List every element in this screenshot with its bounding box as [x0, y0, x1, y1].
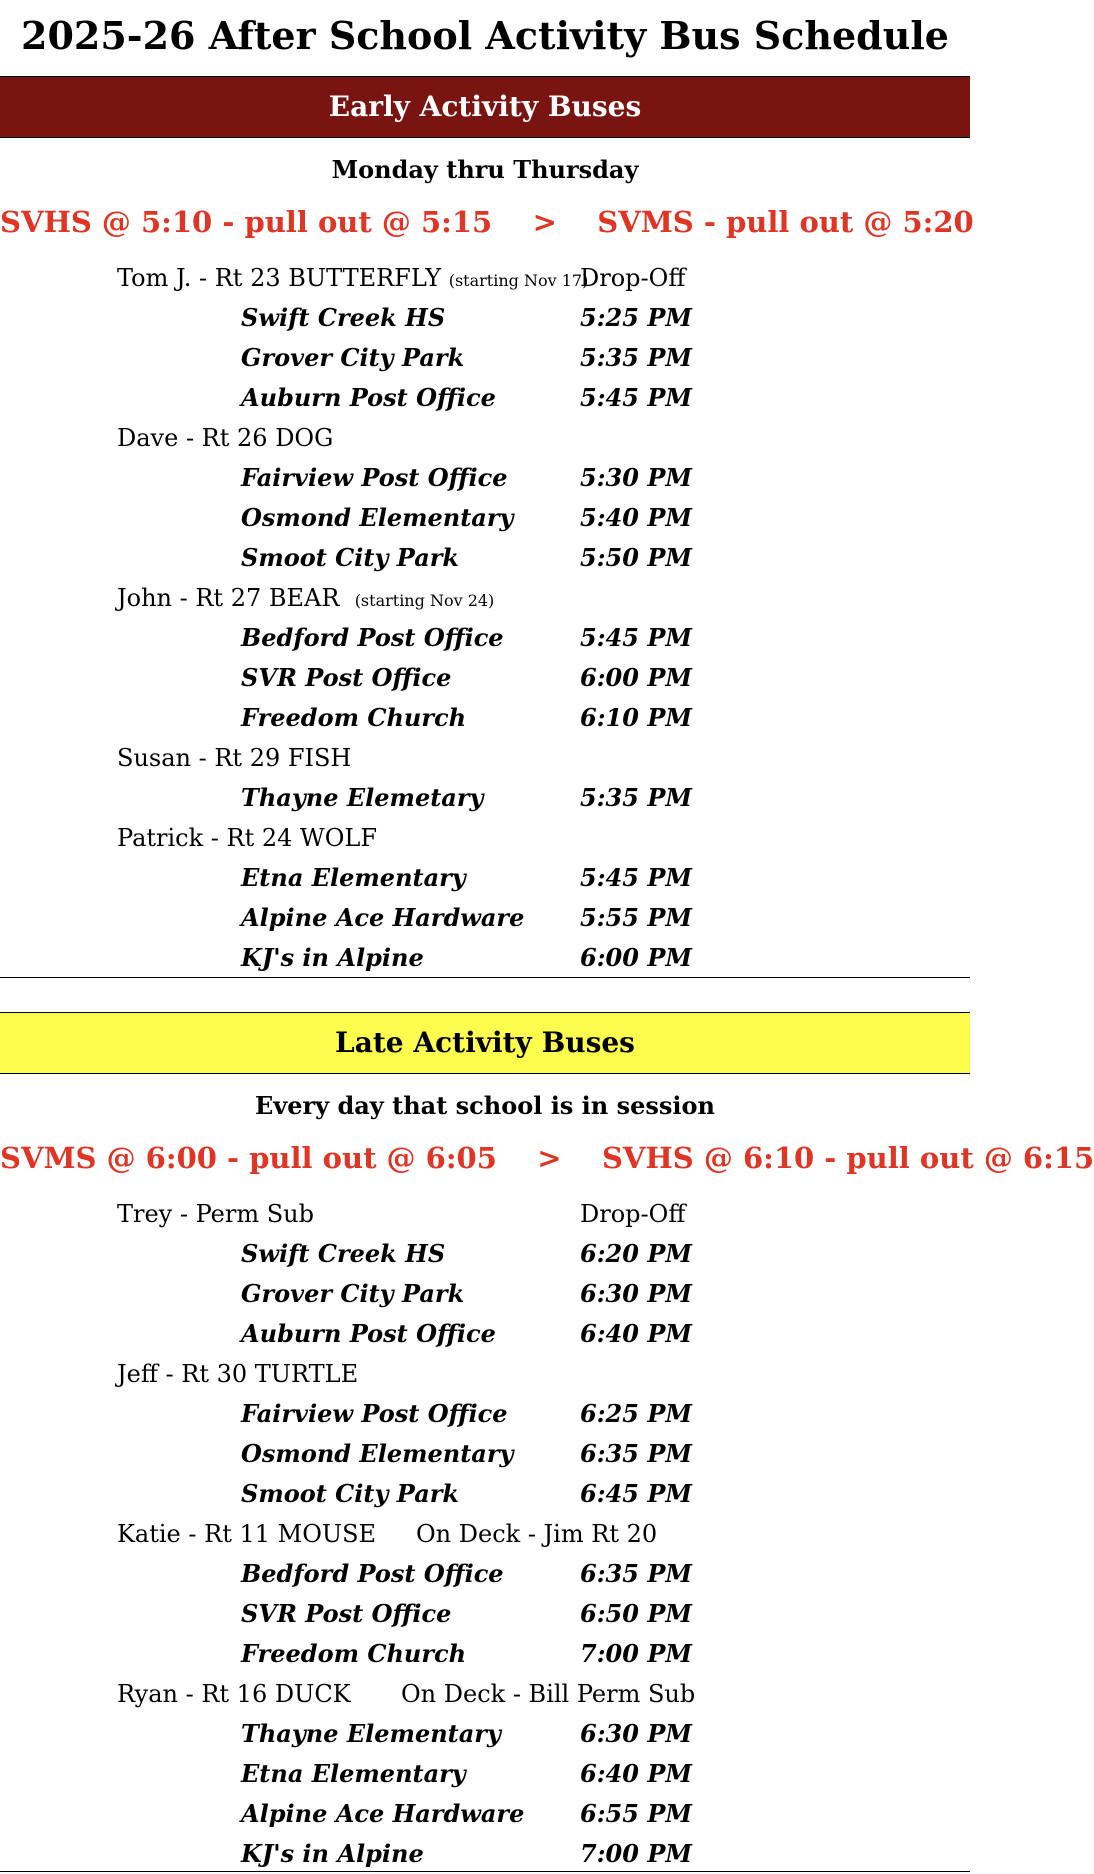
late-activity-header: Late Activity Buses — [0, 1012, 970, 1074]
section-divider — [0, 1871, 970, 1872]
driver-row — [0, 1194, 970, 1234]
stop-row — [0, 458, 970, 498]
driver-name: Patrick - Rt 24 WOLF — [117, 824, 377, 852]
stop-time: 6:20 PM — [580, 1239, 692, 1268]
stop-row — [0, 1274, 970, 1314]
driver-name: Trey - Perm Sub — [117, 1200, 315, 1228]
stop-name: Etna Elementary — [241, 863, 466, 892]
stop-row — [0, 898, 970, 938]
stop-row — [0, 1554, 970, 1594]
late-route-line: SVMS @ 6:00 - pull out @ 6:05 > SVHS @ 6:10 - pull out @ 6:15 — [0, 1141, 1094, 1175]
stop-name: Osmond Elementary — [241, 503, 514, 532]
dropoff-column-label: Drop-Off — [580, 264, 686, 292]
stop-name: Bedford Post Office — [241, 1559, 504, 1588]
stop-time: 6:45 PM — [580, 1479, 692, 1508]
stop-row — [0, 1234, 970, 1274]
stop-time: 5:45 PM — [580, 623, 692, 652]
stop-time: 6:50 PM — [580, 1599, 692, 1628]
stop-name: Freedom Church — [241, 703, 467, 732]
stop-time: 5:40 PM — [580, 503, 692, 532]
driver-row — [0, 818, 970, 858]
stop-time: 6:30 PM — [580, 1279, 692, 1308]
stop-row — [0, 1834, 970, 1874]
stop-name: Fairview Post Office — [241, 1399, 508, 1428]
stop-time: 5:45 PM — [580, 863, 692, 892]
stop-name: SVR Post Office — [241, 1599, 452, 1628]
stop-name: KJ's in Alpine — [241, 1839, 424, 1868]
early-days: Monday thru Thursday — [331, 155, 639, 184]
stop-name: Thayne Elementary — [241, 1719, 501, 1748]
driver-name: Katie - Rt 11 MOUSE — [117, 1520, 377, 1548]
stop-time: 6:35 PM — [580, 1439, 692, 1468]
stop-row — [0, 698, 970, 738]
stop-time: 6:55 PM — [580, 1799, 692, 1828]
stop-row — [0, 298, 970, 338]
section-divider — [0, 977, 970, 978]
stop-row — [0, 1314, 970, 1354]
stop-time: 6:00 PM — [580, 663, 692, 692]
stop-name: SVR Post Office — [241, 663, 452, 692]
stop-row — [0, 1594, 970, 1634]
on-deck-note: On Deck - Jim Rt 20 — [416, 1520, 658, 1548]
stop-row — [0, 538, 970, 578]
stop-time: 5:45 PM — [580, 383, 692, 412]
stop-name: Swift Creek HS — [241, 1239, 446, 1268]
stop-row — [0, 1754, 970, 1794]
driver-row — [0, 1514, 970, 1554]
stop-name: Etna Elementary — [241, 1759, 466, 1788]
early-activity-header: Early Activity Buses — [0, 76, 970, 138]
early-route-line: SVHS @ 5:10 - pull out @ 5:15 > SVMS - pull out @ 5:20 — [0, 205, 974, 239]
stop-time: 6:00 PM — [580, 943, 692, 972]
driver-name: Dave - Rt 26 DOG — [117, 424, 334, 452]
stop-name: Swift Creek HS — [241, 303, 446, 332]
stop-time: 6:10 PM — [580, 703, 692, 732]
stop-row — [0, 778, 970, 818]
stop-time: 5:55 PM — [580, 903, 692, 932]
stop-row — [0, 1714, 970, 1754]
late-days: Every day that school is in session — [255, 1091, 715, 1120]
page-title: 2025-26 After School Activity Bus Schedule — [21, 13, 949, 58]
driver-row — [0, 578, 970, 618]
stop-row — [0, 658, 970, 698]
on-deck-note: On Deck - Bill Perm Sub — [401, 1680, 696, 1708]
stop-row — [0, 858, 970, 898]
early-schedule — [0, 258, 970, 978]
driver-name: Jeff - Rt 30 TURTLE — [117, 1360, 359, 1388]
stop-name: KJ's in Alpine — [241, 943, 424, 972]
stop-time: 6:40 PM — [580, 1759, 692, 1788]
dropoff-column-label: Drop-Off — [580, 1200, 686, 1228]
stop-name: Alpine Ace Hardware — [241, 1799, 525, 1828]
stop-row — [0, 338, 970, 378]
stop-name: Fairview Post Office — [241, 463, 508, 492]
driver-name: Susan - Rt 29 FISH — [117, 744, 352, 772]
stop-time: 5:35 PM — [580, 343, 692, 372]
stop-time: 7:00 PM — [580, 1839, 692, 1868]
stop-time: 6:25 PM — [580, 1399, 692, 1428]
stop-name: Smoot City Park — [241, 543, 460, 572]
stop-time: 6:35 PM — [580, 1559, 692, 1588]
stop-name: Grover City Park — [241, 343, 465, 372]
stop-row — [0, 1474, 970, 1514]
stop-row — [0, 1434, 970, 1474]
stop-name: Grover City Park — [241, 1279, 465, 1308]
stop-row — [0, 1394, 970, 1434]
stop-name: Smoot City Park — [241, 1479, 460, 1508]
driver-row — [0, 738, 970, 778]
stop-name: Bedford Post Office — [241, 623, 504, 652]
driver-row — [0, 1674, 970, 1714]
stop-time: 5:25 PM — [580, 303, 692, 332]
driver-row — [0, 1354, 970, 1394]
stop-row — [0, 378, 970, 418]
stop-time: 6:30 PM — [580, 1719, 692, 1748]
driver-row — [0, 258, 970, 298]
stop-row — [0, 938, 970, 978]
stop-time: 5:30 PM — [580, 463, 692, 492]
stop-row — [0, 1634, 970, 1674]
stop-name: Osmond Elementary — [241, 1439, 514, 1468]
stop-time: 5:35 PM — [580, 783, 692, 812]
driver-row — [0, 418, 970, 458]
driver-name: Tom J. - Rt 23 BUTTERFLY (starting Nov 17) — [117, 264, 589, 292]
driver-name: Ryan - Rt 16 DUCK — [117, 1680, 351, 1708]
stop-name: Freedom Church — [241, 1639, 467, 1668]
stop-name: Thayne Elemetary — [241, 783, 484, 812]
stop-row — [0, 498, 970, 538]
stop-name: Alpine Ace Hardware — [241, 903, 525, 932]
driver-name: John - Rt 27 BEAR (starting Nov 24) — [117, 584, 495, 612]
stop-time: 7:00 PM — [580, 1639, 692, 1668]
stop-row — [0, 1794, 970, 1834]
stop-time: 5:50 PM — [580, 543, 692, 572]
late-schedule — [0, 1194, 970, 1874]
stop-time: 6:40 PM — [580, 1319, 692, 1348]
stop-row — [0, 618, 970, 658]
driver-note: (starting Nov 24) — [354, 591, 495, 610]
stop-name: Auburn Post Office — [241, 383, 496, 412]
stop-name: Auburn Post Office — [241, 1319, 496, 1348]
driver-note: (starting Nov 17) — [448, 271, 589, 290]
